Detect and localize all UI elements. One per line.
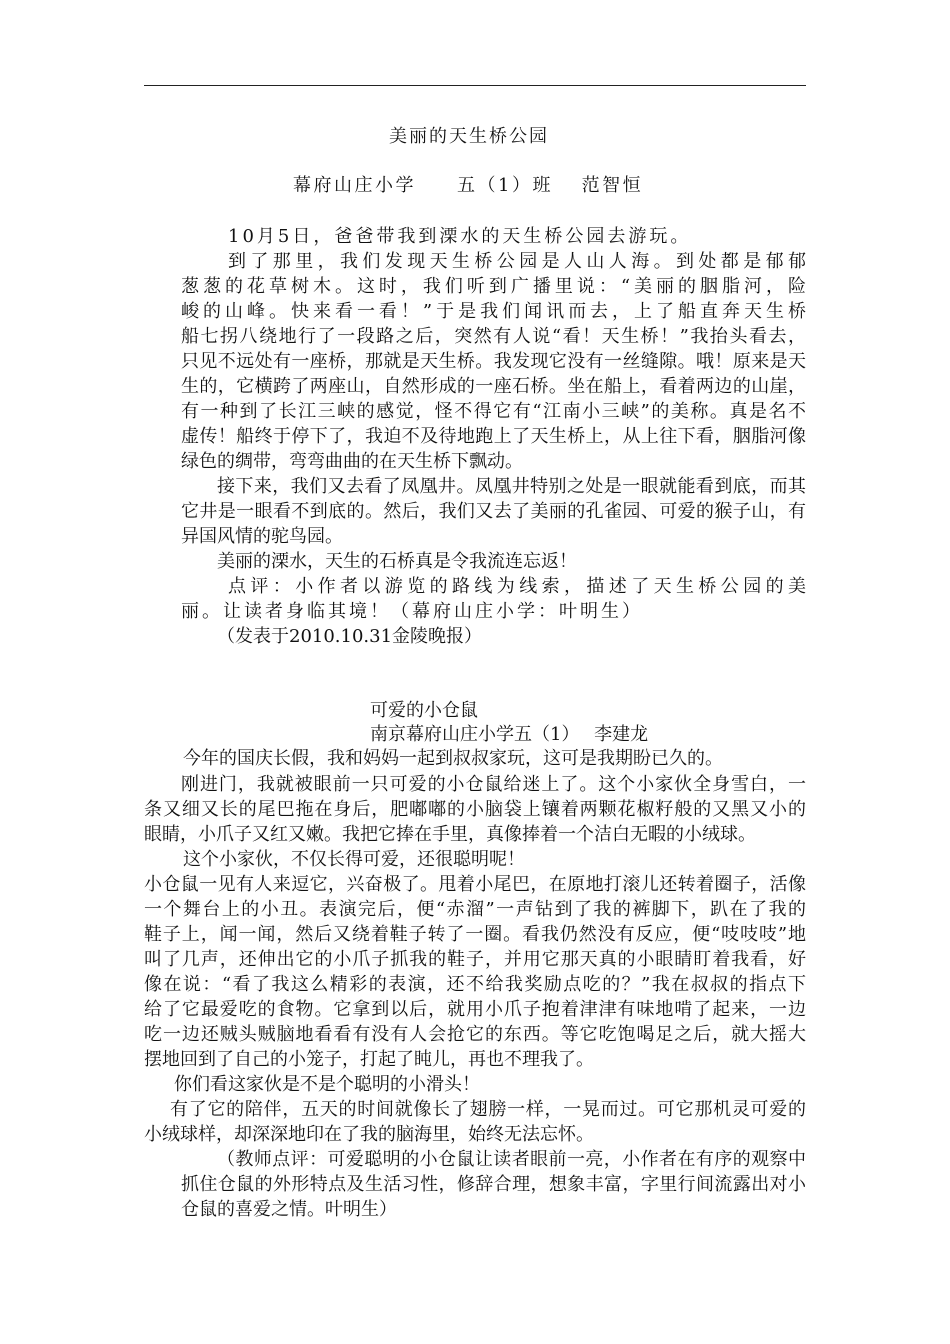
essay-2-line: 今年的国庆长假，我和妈妈一起到叔叔家玩，这可是我期盼已久的。: [183, 748, 723, 769]
essay-1-comment: 点评：小作者以游览的路线为线索，描述了天生桥公园的美: [228, 576, 806, 597]
essay-1-line: 异国风情的驼鸟园。: [181, 526, 343, 547]
essay-2-line: 像在说：“看了我这么精彩的表演，还不给我奖励点吃的？”我在叔叔的指点下: [144, 974, 806, 995]
essay-1-line: 只见不远处有一座桥，那就是天生桥。我发现它没有一丝缝隙。哦！原来是天: [181, 351, 806, 372]
essay-1-line: 葱葱的花草树木。这时，我们听到广播里说：“美丽的胭脂河，险: [181, 276, 806, 297]
essay-2-line: 这个小家伙，不仅长得可爱，还很聪明呢！: [183, 849, 525, 870]
essay-2-line: 给了它最爱吃的食物。它拿到以后，就用小爪子抱着津津有味地啃了起来，一边: [144, 999, 806, 1020]
essay-1-line: 虚传！船终于停下了，我迫不及待地跑上了天生桥上，从上往下看，胭脂河像: [181, 426, 806, 447]
essay-1-line: 绿色的绸带，弯弯曲曲的在天生桥下飘动。: [181, 451, 523, 472]
essay-2-line: 摆地回到了自己的小笼子，打起了盹儿，再也不理我了。: [144, 1049, 594, 1070]
essay-1-line: 到了那里，我们发现天生桥公园是人山人海。到处都是郁郁: [228, 251, 806, 272]
essay-1-line: 有一种到了长江三峡的感觉，怪不得它有“江南小三峡”的美称。真是名不: [181, 401, 806, 422]
essay-2-line: 鞋子上，闻一闻，然后又绕着鞋子转了一圈。看我仍然没有反应，便“吱吱吱”地: [144, 924, 806, 945]
essay-1-line: 美丽的溧水，天生的石桥真是令我流连忘返！: [217, 551, 577, 572]
essay-1-comment: 丽。让读者身临其境！（幕府山庄小学：叶明生）: [181, 601, 643, 622]
essay-2-line: 小仓鼠一见有人来逗它，兴奋极了。甩着小尾巴，在原地打滚儿还转着圈子，活像: [144, 874, 806, 895]
essay-2-title: 可爱的小仓鼠: [370, 700, 478, 721]
essay-1-title: 美丽的天生桥公园: [389, 126, 549, 147]
essay-1-publication-note: （发表于2010.10.31金陵晚报）: [217, 626, 483, 647]
essay-2-line: 吃一边还贼头贼脑地看看有没有人会抢它的东西。等它吃饱喝足之后，就大摇大: [144, 1024, 806, 1045]
header-rule: [144, 85, 806, 86]
essay-2-line: 条又细又长的尾巴拖在身后，肥嘟嘟的小脑袋上镶着两颗花椒籽般的又黑又小的: [144, 799, 806, 820]
essay-2-teacher-comment: （教师点评：可爱聪明的小仓鼠让读者眼前一亮，小作者在有序的观察中: [217, 1149, 806, 1170]
essay-2-teacher-comment: 仓鼠的喜爱之情。叶明生）: [181, 1199, 397, 1220]
essay-2-line: 叫了几声，还伸出它的小爪子抓我的鞋子，并用它那天真的小眼睛盯着我看，好: [144, 949, 806, 970]
essay-2-line: 刚进门，我就被眼前一只可爱的小仓鼠给迷上了。这个小家伙全身雪白，一: [181, 774, 806, 795]
essay-1-line: 它井是一眼看不到底的。然后，我们又去了美丽的孔雀园、可爱的猴子山，有: [181, 501, 806, 522]
essay-1-line: 船七拐八绕地行了一段路之后，突然有人说“看！天生桥！”我抬头看去，: [181, 326, 806, 347]
essay-2-line: 眼睛，小爪子又红又嫩。我把它捧在手里，真像捧着一个洁白无暇的小绒球。: [144, 824, 756, 845]
essay-1-byline: 幕府山庄小学 五（1）班 范智恒: [293, 175, 644, 196]
essay-1-line: 生的，它横跨了两座山，自然形成的一座石桥。坐在船上，看着两边的山崖，: [181, 376, 806, 397]
essay-2-line: 一个舞台上的小丑。表演完后，便“赤溜”一声钻到了我的裤脚下，趴在了我的: [144, 899, 806, 920]
essay-1-line: 接下来，我们又去看了凤凰井。凤凰井特别之处是一眼就能看到底，而其: [217, 476, 806, 497]
essay-1-line: 峻的山峰。快来看一看！”于是我们闻讯而去，上了船直奔天生桥: [181, 301, 806, 322]
essay-2-line: 有了它的陪伴，五天的时间就像长了翅膀一样，一晃而过。可它那机灵可爱的: [170, 1099, 806, 1120]
essay-2-teacher-comment: 抓住仓鼠的外形特点及生活习性，修辞合理，想象丰富，字里行间流露出对小: [181, 1174, 806, 1195]
essay-2-line: 小绒球样，却深深地印在了我的脑海里，始终无法忘怀。: [144, 1124, 594, 1145]
essay-2-line: 你们看这家伙是不是个聪明的小滑头！: [174, 1074, 480, 1095]
essay-1-line: 10月5日，爸爸带我到溧水的天生桥公园去游玩。: [228, 226, 692, 247]
essay-2-byline: 南京幕府山庄小学五（1） 李建龙: [370, 724, 649, 745]
